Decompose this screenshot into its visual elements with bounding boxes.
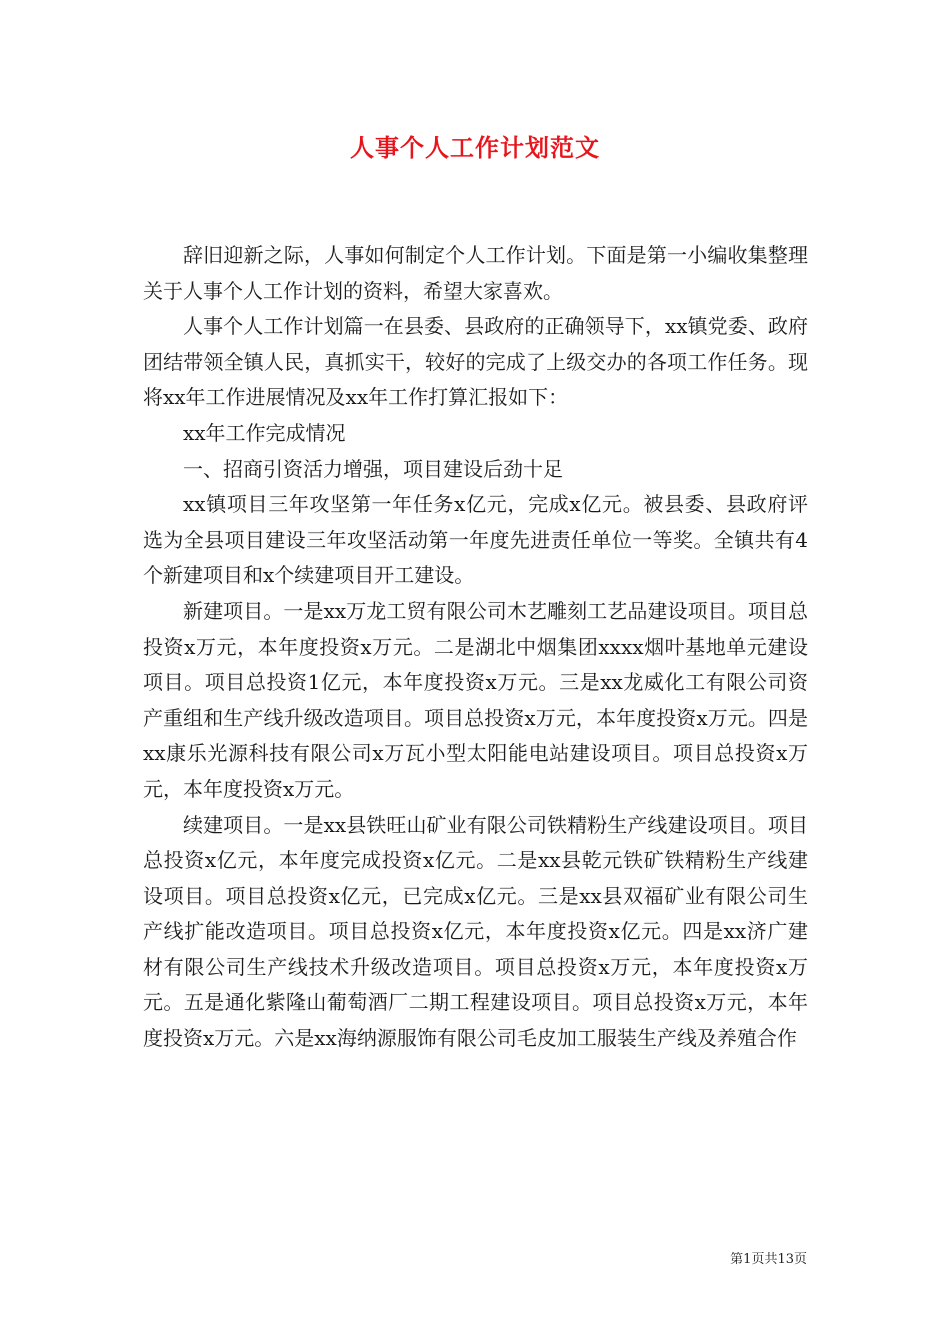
document-body (143, 238, 808, 1057)
section-heading-investment: 一、招商引资活力增强，项目建设后劲十足 (183, 456, 563, 481)
paragraph-project-summary: xx镇项目三年攻坚第一年任务x亿元，完成x亿元。被县委、县政府评选为全县项目建设三年攻坚活动第一年度先进责任单位一等奖。全镇共有4个新建项目和x个续建项目开工建设。 (143, 492, 808, 588)
paragraph-continuing-projects: 续建项目。一是xx县铁旺山矿业有限公司铁精粉生产线建设项目。项目总投资x亿元，本年度完成投资x亿元。二是xx县乾元铁矿铁精粉生产线建设项目。项目总投资x亿元，已完成x亿元。三是xx县双福矿业有限公司生产线扩能改造项目。项目总投资x亿元，本年度投资x亿元。四是xx济广建材有限公司生产线技术升级改造项目。项目总投资x万元，本年度投资x万元。五是通化紫隆山葡萄酒厂二期工程建设项目。项目总投资x万元，本年度投资x万元。六是xx海纳源服饰有限公司毛皮加工服装生产线及养殖合作 (143, 812, 808, 1051)
page-number: 第1页共13页 (730, 1252, 807, 1267)
document-title: 人事个人工作计划范文 (350, 133, 600, 162)
paragraph-intro: 辞旧迎新之际，人事如何制定个人工作计划。下面是第一小编收集整理关于人事个人工作计划的资料，希望大家喜欢。 (143, 243, 808, 303)
paragraph-new-projects: 新建项目。一是xx万龙工贸有限公司木艺雕刻工艺品建设项目。项目总投资x万元，本年度投资x万元。二是湖北中烟集团xxxx烟叶基地单元建设项目。项目总投资1亿元，本年度投资x万元。三是xx龙威化工有限公司资产重组和生产线升级改造项目。项目总投资x万元，本年度投资x万元。四是xx康乐光源科技有限公司x万瓦小型太阳能电站建设项目。项目总投资x万元，本年度投资x万元。 (143, 598, 808, 801)
section-heading-completion: xx年工作完成情况 (183, 420, 346, 445)
paragraph-plan-one: 人事个人工作计划篇一在县委、县政府的正确领导下，xx镇党委、政府团结带领全镇人民，真抓实干，较好的完成了上级交办的各项工作任务。现将xx年工作进展情况及xx年工作打算汇报如下： (143, 314, 808, 410)
